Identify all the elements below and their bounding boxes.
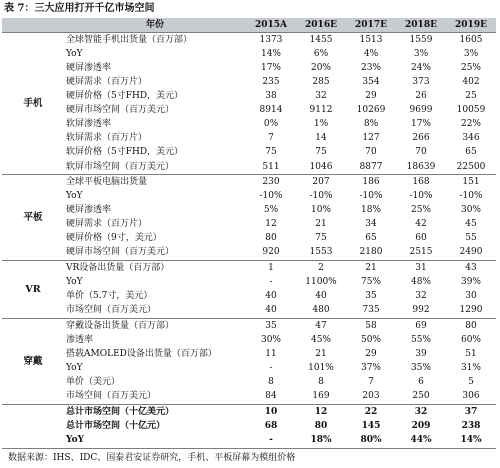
metric-label: 硬屏需求（百万片） — [66, 219, 148, 230]
value-cell: 8877 — [359, 161, 383, 172]
value-cell: 230 — [246, 175, 296, 190]
value-cell: 84 — [265, 391, 277, 402]
value-cell: 25 — [465, 91, 477, 102]
value-cell: 42 — [415, 219, 427, 230]
value-cell: 8 — [268, 377, 274, 387]
value-cell: 1373 — [246, 33, 296, 48]
value-cell: 48% — [410, 277, 431, 287]
value-cell: 65 — [465, 147, 477, 158]
value-cell: 735 — [362, 305, 380, 316]
table-row — [2, 146, 496, 160]
metric-label: 单价（5.7寸，美元） — [66, 291, 153, 302]
value-cell: 11 — [265, 348, 277, 359]
value-cell: 266 — [412, 133, 430, 144]
value-cell: 511 — [262, 161, 280, 172]
category-label: VR — [2, 261, 64, 319]
table-row — [2, 132, 496, 146]
value-cell: 22500 — [456, 161, 486, 172]
value-cell: 39% — [460, 277, 481, 287]
value-cell: 10% — [310, 205, 331, 216]
value-cell: 101% — [308, 362, 334, 373]
summary-value-cell: 80% — [346, 433, 396, 448]
value-cell: 12 — [265, 219, 277, 230]
value-cell: 8 — [318, 377, 324, 387]
value-cell: 43 — [446, 261, 496, 276]
value-cell: 480 — [312, 305, 330, 316]
metric-label: VR设备出货量（百万部） — [64, 261, 246, 276]
value-cell: 1605 — [446, 33, 496, 48]
category-label: 平板 — [2, 175, 64, 261]
value-cell: 9112 — [309, 105, 333, 116]
summary-value-cell: 12 — [296, 404, 346, 419]
value-cell: 65 — [365, 233, 377, 244]
value-cell: 51 — [465, 348, 477, 359]
summary-blank — [2, 433, 64, 448]
value-cell: -10% — [459, 191, 483, 202]
header-corner — [2, 18, 64, 33]
value-cell: 21 — [346, 261, 396, 276]
summary-label: 总计市场空间（十亿元） — [66, 420, 166, 431]
metric-label: 软屏市场空间（百万美元） — [66, 161, 175, 172]
table-row — [2, 361, 496, 375]
table-row — [2, 275, 496, 289]
value-cell: 32 — [315, 91, 327, 102]
table-row — [2, 333, 496, 347]
value-cell: 23% — [360, 62, 381, 73]
value-cell: 18% — [360, 205, 381, 216]
value-cell: 21 — [315, 348, 327, 359]
value-cell: 3% — [463, 48, 479, 59]
summary-value-cell: - — [246, 433, 296, 448]
summary-blank — [2, 404, 64, 419]
summary-value-cell: 32 — [396, 404, 446, 419]
value-cell: 3% — [413, 48, 429, 59]
value-cell: -10% — [359, 191, 383, 202]
value-cell: 30% — [260, 334, 281, 345]
value-cell: 55 — [465, 233, 477, 244]
value-cell: 45% — [310, 334, 331, 345]
value-cell: 6 — [418, 377, 424, 387]
table-row — [2, 190, 496, 204]
value-cell: 169 — [312, 391, 330, 402]
value-cell: 60 — [415, 233, 427, 244]
value-cell: 75% — [360, 277, 381, 287]
value-cell: 14 — [315, 133, 327, 144]
value-cell: 186 — [346, 175, 396, 190]
value-cell: 2490 — [459, 247, 483, 258]
value-cell: 40 — [265, 291, 277, 302]
market-space-table — [2, 18, 496, 449]
table-row — [2, 204, 496, 218]
value-cell: 31 — [396, 261, 446, 276]
metric-label: 全球平板电脑出货量 — [64, 175, 246, 190]
metric-label: 软屏需求（百万片） — [66, 133, 148, 144]
table-row — [2, 375, 496, 389]
value-cell: 34 — [365, 219, 377, 230]
summary-row — [2, 404, 496, 419]
value-cell: 168 — [396, 175, 446, 190]
value-cell: 7 — [368, 377, 374, 387]
summary-value-cell: 18% — [296, 433, 346, 448]
value-cell: 45 — [465, 219, 477, 230]
header-year: 2018E — [396, 18, 446, 33]
value-cell: 5% — [263, 205, 279, 216]
value-cell: 31% — [460, 362, 481, 373]
table-row — [2, 118, 496, 132]
header-year: 2019E — [446, 18, 496, 33]
value-cell: 39 — [415, 348, 427, 359]
header-year: 2016E — [296, 18, 346, 33]
table-row — [2, 175, 496, 190]
table-row — [2, 304, 496, 319]
value-cell: 35% — [410, 362, 431, 373]
metric-label: 硬屏价格（9寸，美元） — [66, 233, 162, 244]
value-cell: 17% — [410, 119, 431, 130]
table-row — [2, 160, 496, 175]
value-cell: 1290 — [459, 305, 483, 316]
value-cell: 127 — [362, 133, 380, 144]
summary-value-cell: 10 — [246, 404, 296, 419]
value-cell: 80 — [265, 233, 277, 244]
value-cell: 373 — [412, 77, 430, 87]
table-row — [2, 104, 496, 118]
value-cell: 40 — [265, 305, 277, 316]
summary-label: 总计市场空间（十亿美元） — [64, 404, 246, 419]
value-cell: -10% — [309, 191, 333, 202]
value-cell: 80 — [446, 318, 496, 333]
table-row — [2, 75, 496, 89]
value-cell: 55% — [410, 334, 431, 345]
value-cell: 40 — [315, 291, 327, 302]
summary-row — [2, 419, 496, 433]
summary-blank — [2, 419, 64, 433]
value-cell: 8% — [363, 119, 379, 130]
table-row — [2, 290, 496, 304]
value-cell: 8914 — [259, 105, 283, 116]
value-cell: 1100% — [305, 277, 337, 287]
table-row — [2, 33, 496, 48]
value-cell: 9699 — [409, 105, 433, 116]
value-cell: 32 — [415, 291, 427, 302]
value-cell: 7 — [268, 133, 274, 144]
metric-label: YoY — [66, 362, 83, 373]
metric-label: 硬屏市场空间（百万美元） — [66, 247, 175, 258]
summary-value-cell: 145 — [361, 420, 381, 431]
value-cell: 29 — [365, 91, 377, 102]
table-row — [2, 218, 496, 232]
value-cell: 4% — [363, 48, 379, 59]
value-cell: 38 — [265, 91, 277, 102]
value-cell: -10% — [409, 191, 433, 202]
metric-label: 渗透率 — [66, 334, 94, 345]
value-cell: 14% — [260, 48, 281, 59]
value-cell: 17% — [260, 62, 281, 73]
value-cell: 35 — [365, 291, 377, 302]
value-cell: 75 — [315, 147, 327, 158]
value-cell: 306 — [462, 391, 480, 402]
metric-label: 硬屏渗透率 — [66, 205, 112, 216]
header-year: 2015A — [246, 18, 296, 33]
summary-row — [2, 433, 496, 448]
metric-label: 硬屏渗透率 — [66, 62, 112, 73]
metric-label: 软屏价格（5寸FHD，美元） — [66, 147, 184, 158]
value-cell: 70 — [415, 147, 427, 158]
value-cell: 920 — [262, 247, 280, 258]
value-cell: 30% — [460, 205, 481, 216]
metric-label: 全球智能手机出货量（百万部） — [64, 33, 246, 48]
value-cell: - — [269, 362, 273, 373]
value-cell: 151 — [446, 175, 496, 190]
value-cell: 58 — [346, 318, 396, 333]
table-row — [2, 246, 496, 261]
summary-value-cell: 238 — [461, 420, 481, 431]
category-label: 手机 — [2, 33, 64, 175]
metric-label: 硬屏市场空间（百万美元） — [66, 105, 175, 116]
table-row — [2, 47, 496, 61]
value-cell: 1559 — [396, 33, 446, 48]
metric-label: 软屏渗透率 — [66, 119, 112, 130]
value-cell: 10059 — [456, 105, 486, 116]
metric-label: 市场空间（百万美元） — [66, 305, 157, 316]
value-cell: 1046 — [309, 161, 333, 172]
value-cell: 75 — [265, 147, 277, 158]
summary-value-cell: 44% — [396, 433, 446, 448]
value-cell: 354 — [362, 77, 380, 87]
value-cell: 25% — [410, 205, 431, 216]
table-row — [2, 90, 496, 104]
value-cell: 2515 — [409, 247, 433, 258]
value-cell: 6% — [313, 48, 329, 59]
value-cell: 75 — [315, 233, 327, 244]
value-cell: 21 — [315, 219, 327, 230]
value-cell: 29 — [365, 348, 377, 359]
value-cell: 22% — [460, 119, 481, 130]
table-row — [2, 61, 496, 75]
value-cell: 30 — [465, 291, 477, 302]
value-cell: 37% — [360, 362, 381, 373]
value-cell: 60% — [460, 334, 481, 345]
value-cell: 2180 — [359, 247, 383, 258]
metric-label: 硬屏需求（百万片） — [66, 77, 148, 87]
value-cell: 47 — [296, 318, 346, 333]
table-row — [2, 261, 496, 276]
value-cell: -10% — [259, 191, 283, 202]
value-cell: 402 — [462, 77, 480, 87]
table-row — [2, 318, 496, 333]
value-cell: 1553 — [309, 247, 333, 258]
value-cell: 18639 — [406, 161, 436, 172]
table-row — [2, 390, 496, 405]
value-cell: 70 — [365, 147, 377, 158]
summary-value-cell: 80 — [314, 420, 328, 431]
value-cell: 2 — [296, 261, 346, 276]
value-cell: 235 — [262, 77, 280, 87]
value-cell: 5 — [468, 377, 474, 387]
value-cell: 1% — [313, 119, 329, 130]
metric-label: 硬屏价格（5寸FHD，美元） — [66, 91, 184, 102]
value-cell: 25% — [460, 62, 481, 73]
metric-label: 搭载AMOLED设备出货量（百万部） — [66, 348, 217, 359]
value-cell: 10269 — [356, 105, 386, 116]
value-cell: 1 — [246, 261, 296, 276]
table-row — [2, 347, 496, 361]
summary-value-cell: 22 — [346, 404, 396, 419]
value-cell: 20% — [310, 62, 331, 73]
source-note: 数据来源：IHS、IDC、国泰君安证券研究，手机、平板屏幕为模组价格 — [8, 453, 296, 463]
value-cell: 203 — [362, 391, 380, 402]
summary-value-cell: 37 — [446, 404, 496, 419]
header-row — [2, 18, 496, 33]
value-cell: 69 — [396, 318, 446, 333]
header-metric: 年份 — [64, 18, 246, 33]
summary-value-cell: 209 — [411, 420, 431, 431]
value-cell: - — [269, 277, 273, 287]
value-cell: 285 — [312, 77, 330, 87]
value-cell: 992 — [412, 305, 430, 316]
metric-label: YoY — [66, 277, 83, 287]
value-cell: 250 — [412, 391, 430, 402]
summary-value-cell: 14% — [446, 433, 496, 448]
summary-label: YoY — [64, 433, 246, 448]
header-year: 2017E — [346, 18, 396, 33]
value-cell: 1455 — [296, 33, 346, 48]
value-cell: 207 — [296, 175, 346, 190]
value-cell: 24% — [410, 62, 431, 73]
table-title: 表 7：三大应用打开千亿市场空间 — [4, 3, 155, 14]
metric-label: YoY — [66, 48, 83, 59]
value-cell: 26 — [415, 91, 427, 102]
value-cell: 346 — [462, 133, 480, 144]
value-cell: 35 — [246, 318, 296, 333]
metric-label: 穿戴设备出货量（百万部） — [64, 318, 246, 333]
metric-label: 市场空间（百万美元） — [66, 391, 157, 402]
metric-label: 单价（美元） — [66, 377, 121, 387]
table-row — [2, 232, 496, 246]
value-cell: 0% — [263, 119, 279, 130]
summary-value-cell: 68 — [264, 420, 278, 431]
category-label: 穿戴 — [2, 318, 64, 404]
metric-label: YoY — [66, 191, 83, 202]
value-cell: 50% — [360, 334, 381, 345]
value-cell: 1513 — [346, 33, 396, 48]
